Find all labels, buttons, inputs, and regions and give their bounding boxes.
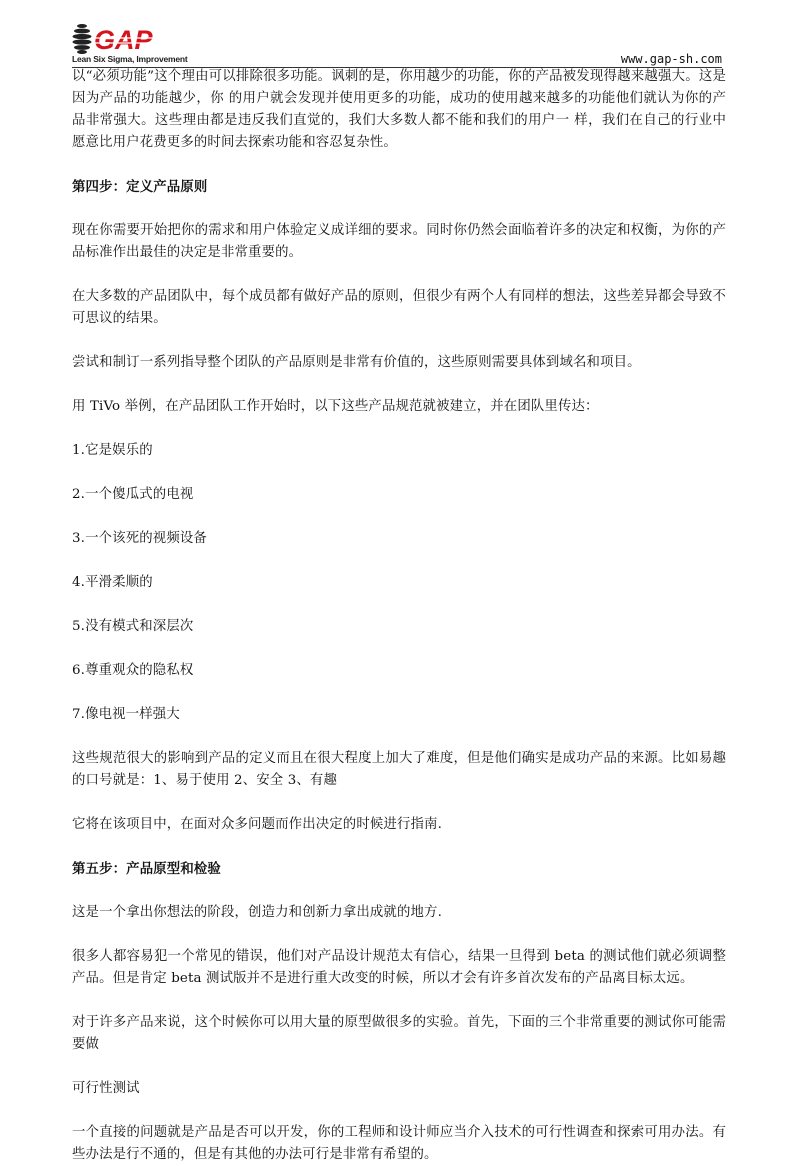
logo-tagline: Lean Six Sigma, Improvement bbox=[72, 54, 188, 64]
paragraph: 对于许多产品来说，这个时候你可以用大量的原型做很多的实验。首先，下面的三个非常重要的测试你可能需要做 bbox=[72, 1015, 726, 1052]
paragraph: 在大多数的产品团队中，每个成员都有做好产品的原则，但很少有两个人有同样的想法，这些差异都会导致不可思议的结果。 bbox=[72, 289, 726, 326]
document-body bbox=[72, 66, 726, 1166]
globe-icon bbox=[73, 24, 92, 54]
paragraph: 以“必须功能”这个理由可以排除很多功能。讽刺的是，你用越少的功能，你的产品被发现得越来越强大。这是因为产品的功能越少，你 的用户就会发现并使用更多的功能，成功的使用越来越多的功能他们就认为你的产品非常强大。这些理由都是违反我们直觉的，我们大多数人都不能和我们的用户一 样，我们在自己的行业中愿意比用户花费更多的时间去探索功能和容忍复杂性。 bbox=[72, 69, 726, 150]
list-item: 5.没有模式和深层次 bbox=[72, 619, 194, 634]
paragraph: 一个直接的问题就是产品是否可以开发，你的工程师和设计师应当介入技术的可行性调查和探索可用办法。有些办法是行不通的，但是有其他的办法可行是非常有希望的。 bbox=[72, 1125, 726, 1162]
section-heading-step5: 第五步：产品原型和检验 bbox=[72, 861, 221, 877]
paragraph: 用 TiVo 举例，在产品团队工作开始时，以下这些产品规范就被建立，并在团队里传达： bbox=[72, 399, 599, 414]
list-item: 2.一个傻瓜式的电视 bbox=[72, 487, 194, 502]
paragraph: 它将在该项目中，在面对众多问题而作出决定的时候进行指南. bbox=[72, 817, 443, 832]
site-url[interactable]: www.gap-sh.com bbox=[620, 52, 722, 66]
list-item: 6.尊重观众的隐私权 bbox=[72, 663, 194, 678]
logo-wordmark: GAP bbox=[94, 25, 153, 55]
paragraph: 这是一个拿出你想法的阶段，创造力和创新力拿出成就的地方. bbox=[72, 905, 443, 920]
paragraph: 现在你需要开始把你的需求和用户体验定义成详细的要求。同时你仍然会面临着许多的决定和权衡，为你的产品标准作出最佳的决定是非常重要的。 bbox=[72, 223, 726, 260]
page-header bbox=[72, 22, 722, 68]
paragraph: 可行性测试 bbox=[72, 1081, 140, 1096]
list-item: 1.它是娱乐的 bbox=[72, 443, 153, 458]
section-heading-step4: 第四步：定义产品原则 bbox=[72, 179, 208, 195]
list-item: 3.一个该死的视频设备 bbox=[72, 531, 207, 546]
list-item: 4.平滑柔顺的 bbox=[72, 575, 153, 590]
paragraph: 这些规范很大的影响到产品的定义而且在很大程度上加大了难度，但是他们确实是成功产品的来源。比如易趣的口号就是：1、易于使用 2、安全 3、有趣 bbox=[72, 751, 726, 788]
paragraph: 很多人都容易犯一个常见的错误，他们对产品设计规范太有信心，结果一旦得到 beta 的测试他们就必须调整产品。但是肯定 beta 测试版并不是进行重大改变的时候，所以才会有许多首次发布的产品离目标太远。 bbox=[72, 949, 726, 986]
paragraph: 尝试和制订一系列指导整个团队的产品原则是非常有价值的，这些原则需要具体到域名和项目。 bbox=[72, 355, 641, 370]
list-item: 7.像电视一样强大 bbox=[72, 707, 180, 722]
